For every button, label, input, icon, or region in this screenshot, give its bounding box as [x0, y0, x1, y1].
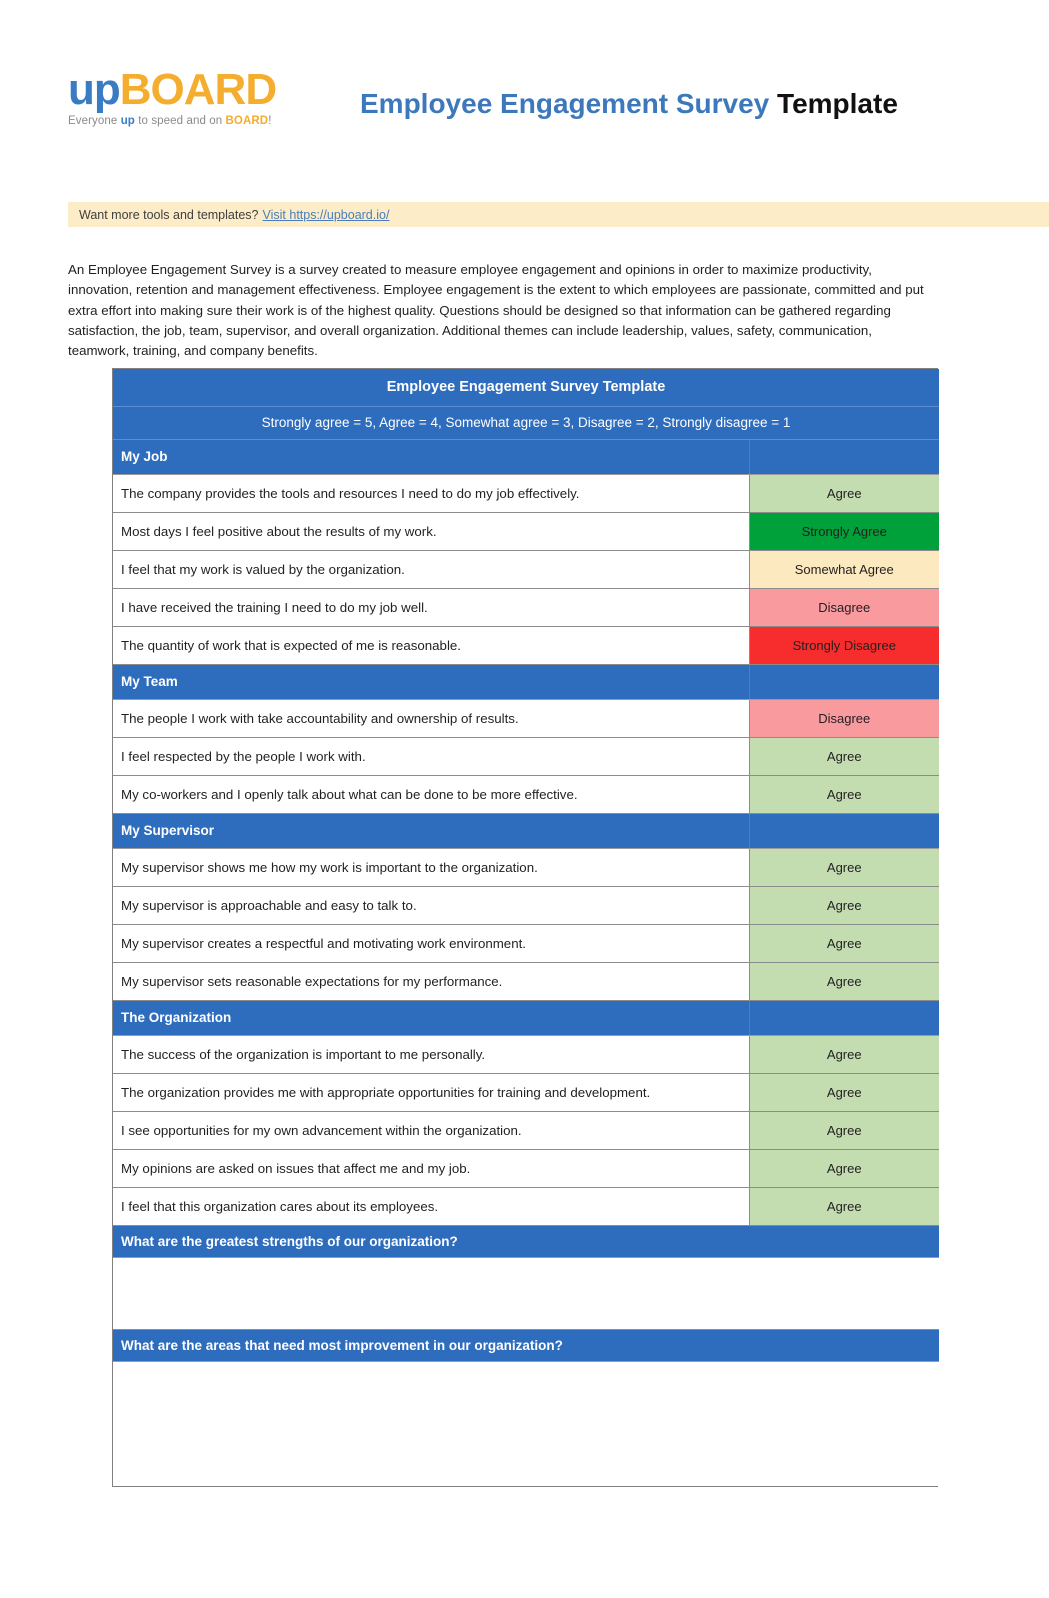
- answer-rating-cell[interactable]: Agree: [749, 1111, 939, 1149]
- question-text: My supervisor sets reasonable expectations for my performance.: [113, 962, 749, 1000]
- table-title: Employee Engagement Survey Template: [113, 369, 939, 406]
- tagline-board: BOARD: [225, 115, 269, 127]
- table-row: [113, 1149, 939, 1187]
- table-row: [113, 512, 939, 550]
- question-text: I feel that my work is valued by the organization.: [113, 550, 749, 588]
- answer-rating-cell[interactable]: Agree: [749, 1149, 939, 1187]
- answer-rating-cell[interactable]: Disagree: [749, 699, 939, 737]
- question-text: My supervisor creates a respectful and motivating work environment.: [113, 924, 749, 962]
- section-header-spacer: [749, 1000, 939, 1035]
- table-title-row: [113, 369, 939, 406]
- tagline-mid: to speed and on: [134, 115, 226, 127]
- logo-wordmark: [68, 65, 318, 114]
- answer-rating-cell[interactable]: Agree: [749, 1073, 939, 1111]
- table-scale-row: [113, 406, 939, 439]
- open-question-label: What are the areas that need most improvement in our organization?: [113, 1329, 939, 1361]
- table-row: [113, 737, 939, 775]
- question-text: The success of the organization is important to me personally.: [113, 1035, 749, 1073]
- question-text: I have received the training I need to do my job well.: [113, 588, 749, 626]
- intro-paragraph: An Employee Engagement Survey is a survey created to measure employee engagement and opinions in order to maximize productivity, innovation, retention and management effectiveness. Employee engagement is the extent to which employees are passionate, committed and put extra effort into making sure their work is of the highest quality. Questions should be designed so that information can be gathered regarding satisfaction, the job, team, supervisor, and overall organization. Additional themes can include leadership, values, safety, communication, teamwork, training, and company benefits.: [68, 262, 924, 359]
- logo-board-text: BOARD: [119, 65, 277, 114]
- section-header-label: My Job: [113, 439, 749, 474]
- section-header-spacer: [749, 664, 939, 699]
- table-row: [113, 699, 939, 737]
- question-text: The people I work with take accountability and ownership of results.: [113, 699, 749, 737]
- answer-rating-cell[interactable]: Agree: [749, 775, 939, 813]
- answer-rating-cell[interactable]: Agree: [749, 474, 939, 512]
- open-question-header-row: [113, 1225, 939, 1257]
- open-answer-field[interactable]: [113, 1257, 939, 1329]
- page-header: [0, 62, 1049, 140]
- question-text: My supervisor is approachable and easy to talk to.: [113, 886, 749, 924]
- question-text: My supervisor shows me how my work is important to the organization.: [113, 848, 749, 886]
- table-row: [113, 775, 939, 813]
- answer-rating-cell[interactable]: Strongly Agree: [749, 512, 939, 550]
- question-text: The quantity of work that is expected of me is reasonable.: [113, 626, 749, 664]
- promo-banner-prompt: Want more tools and templates?: [79, 207, 259, 222]
- table-row: [113, 626, 939, 664]
- table-row: [113, 924, 939, 962]
- answer-rating-cell[interactable]: Agree: [749, 848, 939, 886]
- upboard-logo: [68, 62, 318, 127]
- answer-rating-cell[interactable]: Agree: [749, 924, 939, 962]
- tagline-post: !: [268, 115, 272, 127]
- table-row: [113, 1035, 939, 1073]
- answer-rating-cell[interactable]: Agree: [749, 737, 939, 775]
- question-text: I feel that this organization cares about its employees.: [113, 1187, 749, 1225]
- page-title-primary: Employee Engagement Survey: [360, 88, 770, 119]
- section-header-label: The Organization: [113, 1000, 749, 1035]
- section-header-label: My Team: [113, 664, 749, 699]
- answer-rating-cell[interactable]: Agree: [749, 1187, 939, 1225]
- table-row: [113, 588, 939, 626]
- section-header-spacer: [749, 439, 939, 474]
- logo-tagline: [68, 115, 318, 127]
- question-text: My co-workers and I openly talk about what can be done to be more effective.: [113, 775, 749, 813]
- answer-rating-cell[interactable]: Strongly Disagree: [749, 626, 939, 664]
- open-answer-row: [113, 1257, 939, 1329]
- page-title-secondary: Template: [777, 88, 898, 119]
- table-row: [113, 962, 939, 1000]
- table-row: [113, 886, 939, 924]
- logo-up-text: up: [68, 65, 120, 114]
- answer-rating-cell[interactable]: Agree: [749, 1035, 939, 1073]
- question-text: I see opportunities for my own advancement within the organization.: [113, 1111, 749, 1149]
- section-header-label: My Supervisor: [113, 813, 749, 848]
- question-text: My opinions are asked on issues that affect me and my job.: [113, 1149, 749, 1187]
- question-text: I feel respected by the people I work with.: [113, 737, 749, 775]
- promo-banner: [68, 202, 1049, 227]
- open-question-label: What are the greatest strengths of our organization?: [113, 1225, 939, 1257]
- table-row: [113, 1111, 939, 1149]
- table-row: [113, 1187, 939, 1225]
- table-row: [113, 550, 939, 588]
- open-answer-row: [113, 1361, 939, 1486]
- table-row: [113, 1073, 939, 1111]
- question-text: The organization provides me with appropriate opportunities for training and development.: [113, 1073, 749, 1111]
- tagline-pre: Everyone: [68, 115, 121, 127]
- question-text: Most days I feel positive about the results of my work.: [113, 512, 749, 550]
- open-question-header-row: [113, 1329, 939, 1361]
- survey-table: [112, 368, 938, 1487]
- promo-banner-link[interactable]: Visit https://upboard.io/: [262, 207, 390, 222]
- answer-rating-cell[interactable]: Agree: [749, 886, 939, 924]
- open-answer-field[interactable]: [113, 1361, 939, 1486]
- section-header-row: [113, 664, 939, 699]
- table-row: [113, 848, 939, 886]
- section-header-row: [113, 439, 939, 474]
- section-header-row: [113, 813, 939, 848]
- section-header-row: [113, 1000, 939, 1035]
- question-text: The company provides the tools and resources I need to do my job effectively.: [113, 474, 749, 512]
- tagline-up: up: [120, 115, 135, 127]
- section-header-spacer: [749, 813, 939, 848]
- answer-rating-cell[interactable]: Somewhat Agree: [749, 550, 939, 588]
- page-title: [318, 62, 898, 120]
- scale-legend: Strongly agree = 5, Agree = 4, Somewhat agree = 3, Disagree = 2, Strongly disagree = 1: [113, 406, 939, 439]
- answer-rating-cell[interactable]: Disagree: [749, 588, 939, 626]
- table-row: [113, 474, 939, 512]
- answer-rating-cell[interactable]: Agree: [749, 962, 939, 1000]
